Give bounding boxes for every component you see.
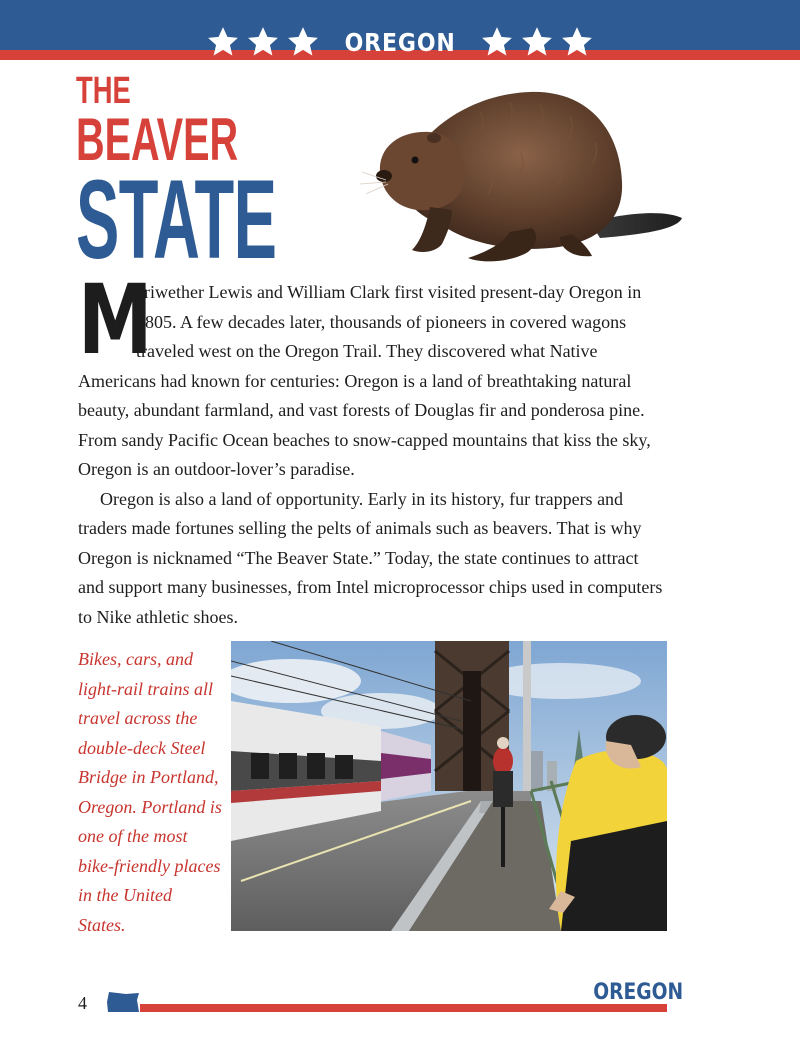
paragraph-1-text: eriwether Lewis and William Clark first visited present-day Oregon in 1805. A few decades later, thousands of pioneers in covered wagons traveled west on the Oregon Trail. They discovered what Native Americans had known for centuries: Oregon is a land of breathtaking natural beauty, abundant farmland, and vast forests of Douglas fir and ponderosa pine. From sandy Pacific Ocean beaches to snow-capped mountains that kiss the sky, Oregon is an outdoor-lover’s paradise. <box>78 282 651 479</box>
star-icon <box>480 25 514 59</box>
footer-rule <box>140 1004 667 1012</box>
page-number: 4 <box>78 993 87 1013</box>
star-icon <box>286 25 320 59</box>
footer-state-label: OREGON <box>593 980 684 1005</box>
title-line-the: THE <box>76 70 131 112</box>
oregon-state-icon <box>106 990 140 1014</box>
paragraph-2: Oregon is also a land of opportunity. Early in its history, fur trappers and traders made fortunes selling the pelts of animals such as beavers. That is why Oregon is nicknamed “The Beaver State.” Today, the state continues to attract and support many businesses, from Intel microprocessor chips used in computers to Nike athletic shoes. <box>78 488 663 627</box>
page-title <box>76 70 376 282</box>
star-icon <box>246 25 280 59</box>
paragraph-1 <box>78 264 668 485</box>
title-line-beaver: BEAVER <box>76 106 239 173</box>
star-icon <box>560 25 594 59</box>
beaver-photo <box>360 72 690 272</box>
article-body <box>78 264 668 632</box>
drop-cap: M <box>78 264 153 376</box>
photo-caption: Bikes, cars, and light-rail trains all travel across the double-deck Steel Bridge in Portland, Oregon. Portland is one of the most bike-friendly places in the United States. <box>78 649 222 935</box>
top-banner <box>0 0 800 62</box>
steel-bridge-photo <box>231 641 667 931</box>
star-icon <box>206 25 240 59</box>
star-icon <box>520 25 554 59</box>
banner-title-group <box>0 22 800 62</box>
banner-title: OREGON <box>344 27 456 57</box>
title-line-state: STATE <box>76 157 277 282</box>
